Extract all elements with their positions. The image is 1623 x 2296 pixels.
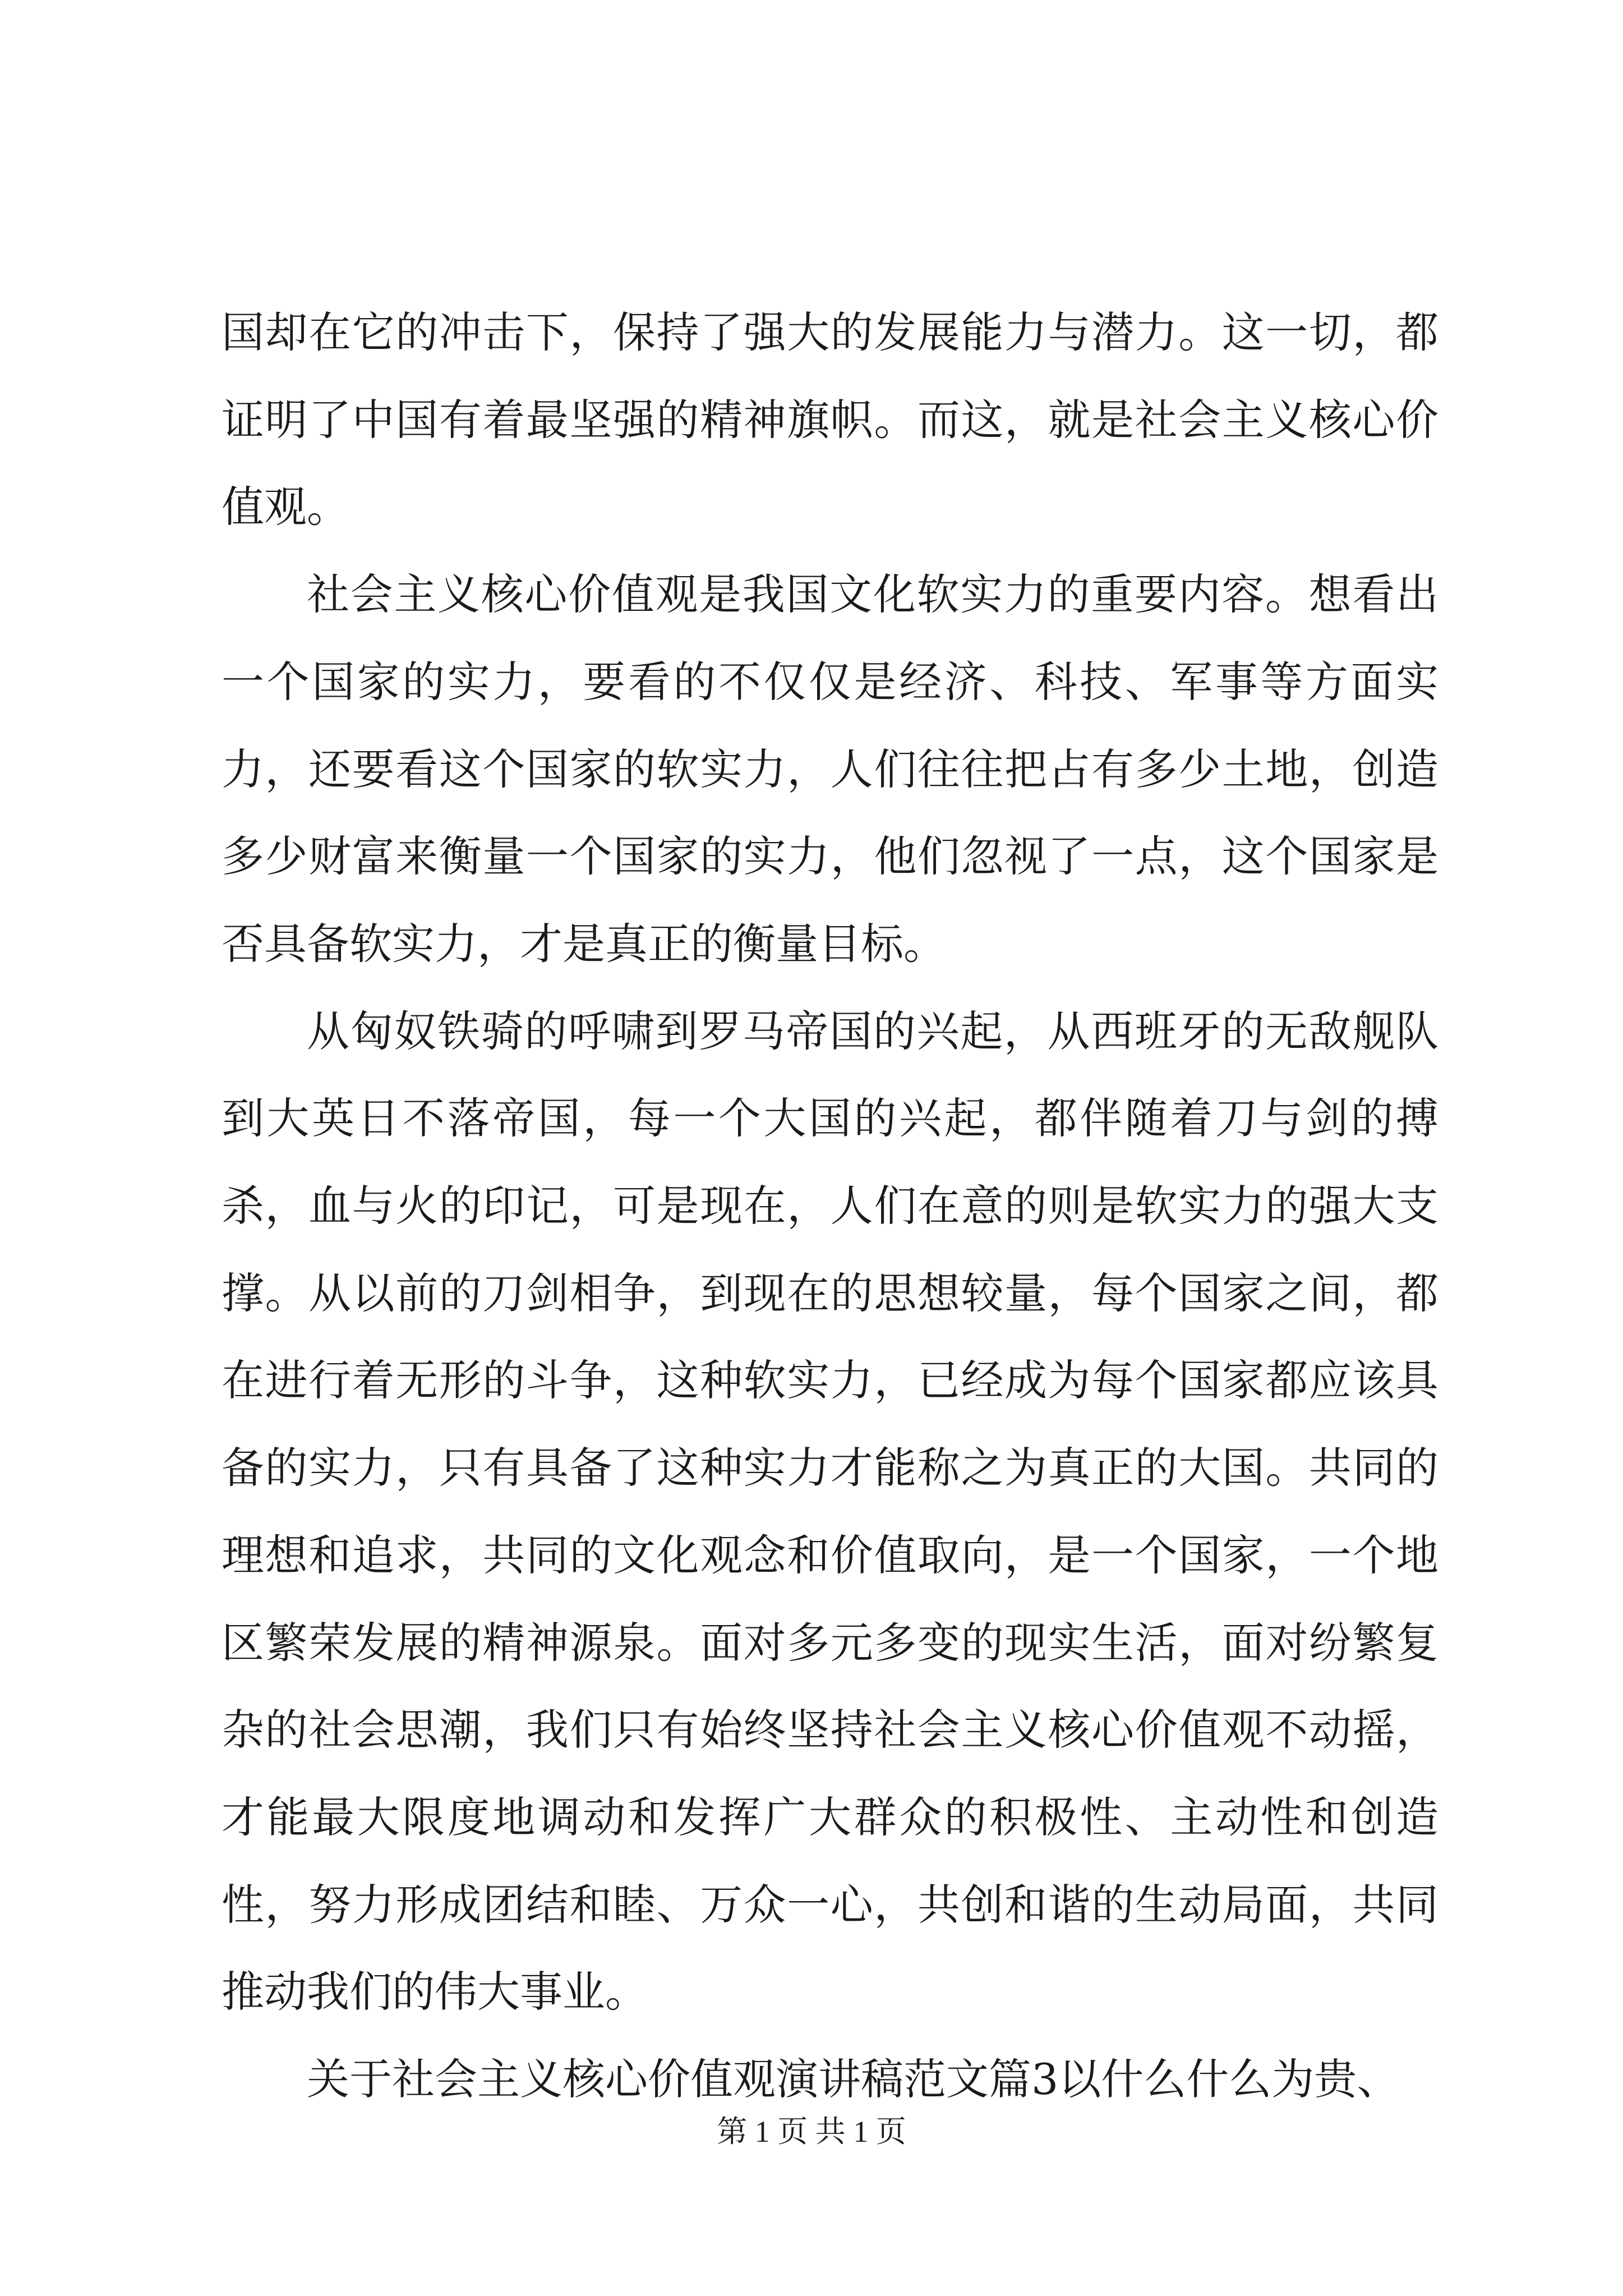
document-body bbox=[222, 289, 1438, 2123]
page-footer: 第 1 页 共 1 页 bbox=[717, 2115, 906, 2148]
paragraph-4: 关于社会主义核心价值观演讲稿范文篇3以什么什么为贵、 bbox=[307, 2054, 1400, 2105]
paragraph-1: 国却在它的冲击下，保持了强大的发展能力与潜力。这一切，都证明了中国有着最坚强的精神旗帜。而这，就是社会主义核心价值观。 bbox=[222, 307, 1438, 532]
paragraph-3: 从匈奴铁骑的呼啸到罗马帝国的兴起，从西班牙的无敌舰队到大英日不落帝国，每一个大国的兴起，都伴随着刀与剑的搏杀，血与火的印记，可是现在，人们在意的则是软实力的强大支撑。从以前的刀剑相争，到现在的思想较量，每个国家之间，都在进行着无形的斗争，这种软实力，已经成为每个国家都应该具备的实力，只有具备了这种实力才能称之为真正的大国。共同的理想和追求，共同的文化观念和价值取向，是一个国家，一个地区繁荣发展的精神源泉。面对多元多变的现实生活，面对纷繁复杂的社会思潮，我们只有始终坚持社会主义核心价值观不动摇，才能最大限度地调动和发挥广大群众的积极性、主动性和创造性，努力形成团结和睦、万众一心，共创和谐的生动局面，共同推动我们的伟大事业。 bbox=[222, 1006, 1438, 2017]
paragraph-2: 社会主义核心价值观是我国文化软实力的重要内容。想看出一个国家的实力，要看的不仅仅是经济、科技、军事等方面实力，还要看这个国家的软实力，人们往往把占有多少土地，创造多少财富来衡量一个国家的实力，他们忽视了一点，这个国家是否具备软实力，才是真正的衡量目标。 bbox=[222, 569, 1438, 969]
